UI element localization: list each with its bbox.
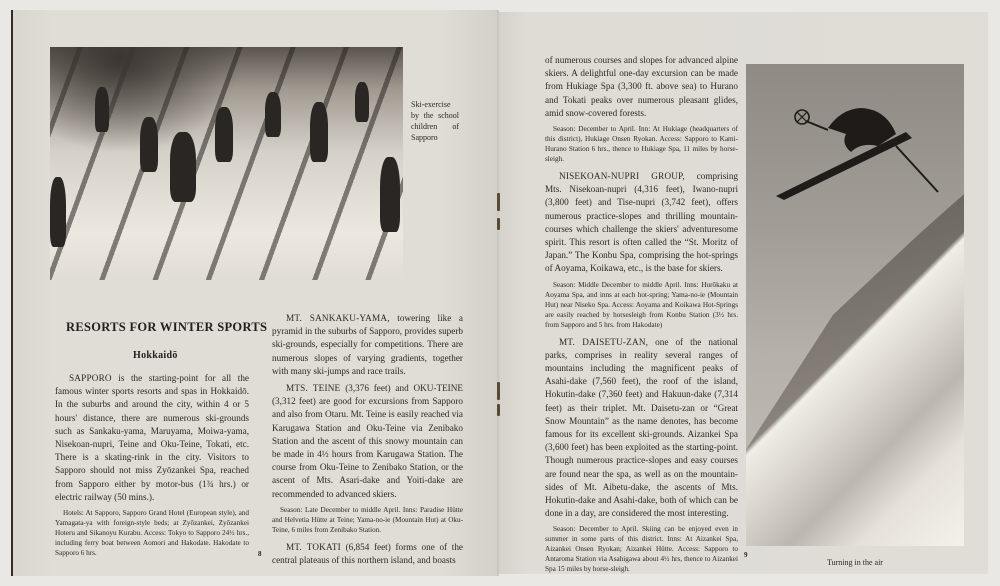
- skier-figure: [170, 132, 196, 202]
- ski-jump-photo: [746, 64, 964, 546]
- photo-caption: Turning in the air: [827, 558, 883, 567]
- text-column-3: [545, 54, 738, 580]
- page-number: 9: [744, 551, 748, 559]
- section-subtitle: Hokkaidō: [133, 350, 178, 361]
- skier-figure: [215, 107, 233, 162]
- paragraph-tokati: [272, 541, 463, 567]
- lead-niseko: NISEKOAN-NUPRI GROUP,: [559, 171, 685, 182]
- lead-sapporo: SAPPORO: [69, 373, 112, 383]
- skier-silhouette: [746, 64, 964, 224]
- lead-sankaku: MT. SANKAKU-YAMA,: [286, 313, 390, 323]
- photo-caption: Ski-exercise by the school children of Sapporo: [411, 100, 459, 142]
- paragraph-sapporo: [55, 372, 249, 504]
- staple: [497, 404, 500, 416]
- staple: [497, 382, 500, 400]
- note-tokati: Season: December to April. Inn: At Hukiage (headquarters of this district), Hukiage Onsen Ryokan. Access: Sapporo to Kami-Hurano Station 6 hrs., thence to Hukiage Spa, 11 miles by horse-sleigh.: [545, 125, 738, 164]
- note-sapporo: Hotels: At Sapporo, Sapporo Grand Hotel (European style), and Yamagata-ya with foreign-style beds; at Zyōzankei, Zyōzankei Hoteru and Sikanoyu Kurabu. Access: Tokyo to Sapporo 24½ hrs., including ferry boat between Aomori and Hakodate. Hakodate to Sapporo 6 hrs.: [55, 509, 249, 558]
- staple: [497, 218, 500, 230]
- body-sankaku: towering like a pyramid in the suburbs of Sapporo, provides superb ski-grounds, especially for competitions. There are numerous slopes of varying gradients, together with many ski-jumps and race trails.: [272, 313, 464, 376]
- body-niseko: comprising Mts. Nisekoan-nupri (4,316 feet), Iwano-nupri (3,800 feet) and Tise-nupri (3,742 feet), offers numerous practice-slopes and thrilling mountain-courses which challenge the skiers' adventuresome spirit. This resort is often called the “St. Moritz of Japan.” The Konbu Spa, comprising the hot-springs of Aoyama, Koikawa, etc., is the base for skiers.: [545, 171, 739, 274]
- skier-figure: [140, 117, 158, 172]
- paragraph-niseko: [545, 170, 738, 276]
- lead-daisetu: MT. DAISETU-ZAN,: [559, 336, 649, 347]
- spine: [497, 10, 499, 576]
- note-niseko: Season: Middle December to middle April. Inns: Hurōkaku at Aoyama Spa, and inns at each hot-spring; Yama-no-ie (Mountain Hut) near Niseko Spa. Access: Aoyama and Koikawa Hot-Springs are easily reached by horsesleigh from Konbu Station (3½ hrs. from Sapporo and 5 hrs. from Hakodate): [545, 280, 738, 329]
- body-tokati: (6,854 feet) forms one of the central plateaus of this northern island, and boasts: [272, 541, 464, 566]
- skier-figure: [355, 82, 369, 122]
- text-column-1: [55, 372, 249, 564]
- paragraph-teine: [272, 382, 463, 501]
- lead-tokati: MT. TOKATI: [286, 541, 341, 552]
- ski-exercise-photo: [50, 47, 403, 280]
- text-column-2: [272, 312, 463, 571]
- body-teine: (3,376 feet) and OKU-TEINE (3,312 feet) are good for excursions from Sapporo and also from Otaru. Mt. Teine is easily reached via Karugawa Station and Oku-Teine via Zenibako Station and the ascent of this snowy mountain can be made in 4½ hours from Karugawa Station. The course from Oku-Teine to Zenibako Station, or the ascent of Mts. Asari-dake and Yoiti-dake are recommended to advanced skiers.: [272, 383, 463, 499]
- skier-figure: [265, 92, 281, 137]
- lead-teine: MTS. TEINE: [286, 383, 341, 394]
- skier-figure: [50, 177, 66, 247]
- paragraph-sankaku: [272, 312, 463, 378]
- note-daisetu: Season: December to April. Skiing can be enjoyed even in summer in some parts of this district. Inns: At Aizankei Spa, Aizankei Onsen Ryokan; Aizankei Hütte. Access: Sapporo to Antaroma Station via Asahigawa about 4½ hrs, thence to Aizankei Spa 15 miles by horse-sleigh.: [545, 525, 738, 574]
- paragraph-tokati-cont: of numerous courses and slopes for advanced alpine skiers. A delightful one-day excursion can be made from Hukiage Spa (3,300 ft. above sea) to Hurano and Tokati peaks over numerous pleasant glides, amid snow-covered forests.: [545, 55, 738, 118]
- staple: [497, 193, 500, 211]
- paragraph-daisetu: [545, 336, 738, 521]
- note-teine: Season: Late December to middle April. Inns: Paradise Hütte and Helvetia Hütte at Teine; Yama-no-ie (Mountain Hut) at Oku-Teine, 6 miles from Zenibako Station.: [272, 505, 463, 534]
- section-title: RESORTS FOR WINTER SPORTS: [66, 320, 268, 334]
- skier-figure: [380, 157, 400, 232]
- skier-figure: [95, 87, 109, 132]
- page-number: 8: [258, 550, 262, 558]
- skier-figure: [310, 102, 328, 162]
- body-sapporo: is the starting-point for all the famous winter sports resorts and spas in Hokkaidō. In the suburbs and around the city, within 4 or 5 hours' distance, there are numerous ski-grounds such as Sankaku-yama, Maruyama, Moiwa-yama, Nisekoan-nupri, Teine and Oku-Teine, Tokati, etc. There is a skating-rink in the city. Visitors to Sapporo should not miss Zyōzankei Spa, reached from Sapporo either by motor-bus (1¾ hrs.) or electric railway (50 mins.).: [55, 373, 249, 502]
- body-daisetu: one of the national parks, comprises in reality several ranges of mountains including the magnificent peaks of Asahi-dake (7,560 feet), the roof of the island, Hokutin-dake (7,360 feet) and Hakuun-dake (7,314 feet) as their triplet. Mt. Daisetu-zan or “Great Snow Mountain” as the name denotes, has become famous for its excellent ski-grounds. Aizankei Spa (3,600 feet) has been exploited as the starting-point. Though numerous practice-slopes and easy courses are found near the spa, as well as on the mountain-sides of Mt. Aibetu-dake, the ascents of Mts. Hokutin-dake and Asahi-dake, both of which can be done in a day, are considered the most interesting.: [545, 336, 738, 519]
